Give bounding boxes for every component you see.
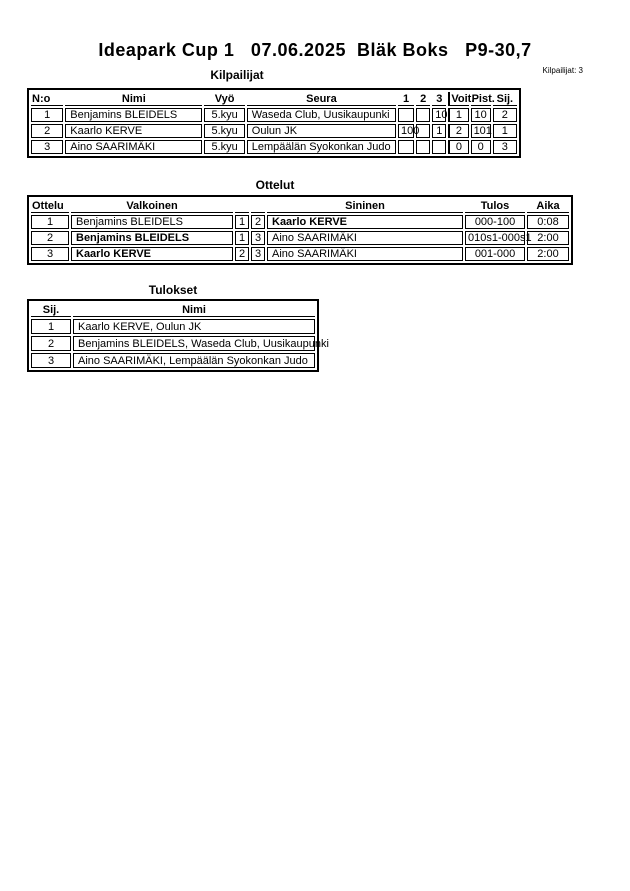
table-row	[31, 319, 315, 334]
table-row	[31, 336, 315, 351]
section-heading-kilpailijat: Kilpailijat	[210, 68, 264, 82]
cell-nimi: Kaarlo KERVE	[65, 124, 202, 138]
cell-seura: Oulun JK	[247, 124, 396, 138]
cell-white-competitor: Kaarlo KERVE	[71, 247, 233, 261]
cell-nimi: Aino SAARIMÄKI	[65, 140, 202, 154]
cell-voit: 2	[448, 124, 468, 138]
cell-seura: Lempäälän Syokonkan Judo	[247, 140, 396, 154]
cell-white-competitor: Benjamins BLEIDELS	[71, 231, 233, 245]
cell-blue-competitor: Kaarlo KERVE	[267, 215, 463, 229]
column-header-ottelu: Ottelu	[31, 199, 69, 213]
column-header-sij: Sij.	[31, 303, 71, 317]
page-title: Ideapark Cup 1 07.06.2025 Bläk Boks P9-30,7	[98, 40, 532, 60]
final-results-table	[27, 299, 329, 372]
cell-match1	[398, 108, 414, 122]
cell-white-number: 1	[235, 215, 249, 229]
cell-pist: 0	[471, 140, 491, 154]
cell-match3: 1	[432, 124, 446, 138]
column-header-vyo: Vyö	[204, 92, 244, 106]
cell-blue-competitor: Aino SAARIMÄKI	[267, 231, 463, 245]
cell-no: 2	[31, 124, 63, 138]
cell-voit: 0	[448, 140, 468, 154]
cell-match-number: 3	[31, 247, 69, 261]
cell-time: 2:00	[527, 247, 569, 261]
cell-no: 1	[31, 108, 63, 122]
cell-result: 010s1-000s1	[465, 231, 525, 245]
competitors-table	[27, 88, 521, 158]
cell-place: 2	[31, 336, 71, 351]
column-header-seura: Seura	[247, 92, 396, 106]
column-header-valkoinen: Valkoinen	[71, 199, 233, 213]
column-header-match3: 3	[432, 92, 446, 106]
cell-match3	[432, 140, 446, 154]
table-row	[31, 247, 569, 261]
column-header-blank	[235, 199, 249, 213]
competitors-header-row	[31, 92, 517, 106]
cell-place: 3	[31, 353, 71, 368]
results-header-row	[31, 303, 315, 317]
cell-match3: 10	[432, 108, 446, 122]
column-header-voit: Voit.	[448, 92, 468, 106]
cell-nimi: Benjamins BLEIDELS	[65, 108, 202, 122]
table-row	[31, 140, 517, 154]
cell-match2	[416, 108, 430, 122]
cell-white-competitor: Benjamins BLEIDELS	[71, 215, 233, 229]
cell-time: 0:08	[527, 215, 569, 229]
cell-voit: 1	[448, 108, 468, 122]
cell-vyo: 5.kyu	[204, 140, 244, 154]
cell-competitor: Aino SAARIMÄKI, Lempäälän Syokonkan Judo	[73, 353, 315, 368]
matches-table	[27, 195, 573, 265]
table-row	[31, 124, 517, 138]
section-heading-tulokset: Tulokset	[148, 283, 198, 297]
cell-match2	[416, 140, 430, 154]
cell-blue-number: 2	[251, 215, 265, 229]
cell-match-number: 1	[31, 215, 69, 229]
cell-vyo: 5.kyu	[204, 108, 244, 122]
cell-match1: 100	[398, 124, 414, 138]
cell-vyo: 5.kyu	[204, 124, 244, 138]
cell-sij: 1	[493, 124, 517, 138]
column-header-blank	[251, 199, 265, 213]
section-heading-ottelut: Ottelut	[255, 178, 295, 192]
cell-match-number: 2	[31, 231, 69, 245]
cell-competitor: Kaarlo KERVE, Oulun JK	[73, 319, 315, 334]
cell-pist: 101	[471, 124, 491, 138]
column-header-nimi: Nimi	[73, 303, 315, 317]
column-header-pist: Pist.	[471, 92, 495, 105]
column-header-tulos: Tulos	[465, 199, 525, 213]
competitors-count-label: Kilpailijat: 3	[542, 66, 583, 75]
column-header-nimi: Nimi	[65, 92, 202, 106]
cell-sij: 2	[493, 108, 517, 122]
matches-header-row	[31, 199, 569, 213]
cell-white-number: 2	[235, 247, 249, 261]
table-row	[31, 231, 569, 245]
column-header-no: N:o	[31, 92, 63, 106]
cell-white-number: 1	[235, 231, 249, 245]
column-header-match1: 1	[398, 92, 414, 106]
cell-time: 2:00	[527, 231, 569, 245]
column-header-sininen: Sininen	[267, 199, 463, 213]
cell-sij: 3	[493, 140, 517, 154]
cell-place: 1	[31, 319, 71, 334]
table-row	[31, 353, 315, 368]
cell-blue-number: 3	[251, 247, 265, 261]
column-header-sij: Sij.	[493, 92, 517, 106]
column-header-aika: Aika	[527, 199, 569, 213]
table-row	[31, 215, 569, 229]
table-row	[31, 108, 517, 122]
cell-blue-number: 3	[251, 231, 265, 245]
cell-result: 000-100	[465, 215, 525, 229]
cell-competitor: Benjamins BLEIDELS, Waseda Club, Uusikaupunki	[73, 336, 315, 351]
cell-no: 3	[31, 140, 63, 154]
cell-match1	[398, 140, 414, 154]
cell-seura: Waseda Club, Uusikaupunki	[247, 108, 396, 122]
cell-result: 001-000	[465, 247, 525, 261]
cell-blue-competitor: Aino SAARIMÄKI	[267, 247, 463, 261]
column-header-match2: 2	[416, 92, 430, 106]
cell-pist: 10	[471, 108, 491, 122]
